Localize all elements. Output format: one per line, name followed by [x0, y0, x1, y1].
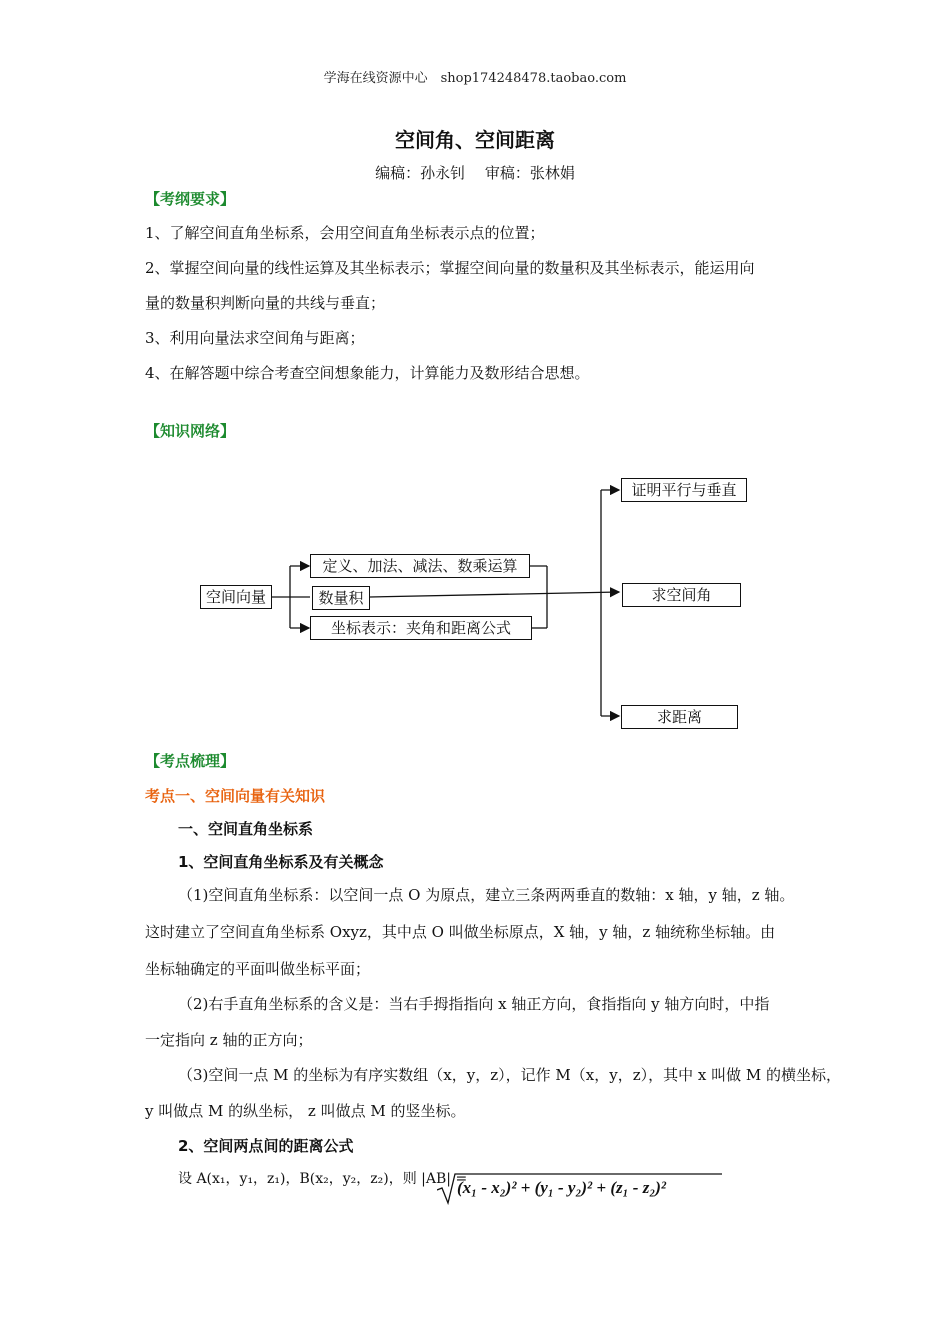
sub1-heading: 一、空间直角坐标系 [178, 820, 314, 838]
node-operations: 定义、加法、减法、数乘运算 [310, 554, 530, 578]
formula-expression: (x₁ - x₂)² + (y₁ - y₂)² + (z₁ - z₂)² [457, 1178, 666, 1197]
node-space-vector: 空间向量 [200, 585, 272, 609]
page-title: 空间角、空间距离 [395, 128, 555, 152]
page-header: 学海在线资源中心 shop174248478.taobao.com [323, 71, 627, 86]
paragraph-line: 坐标轴确定的平面叫做坐标平面； [145, 960, 371, 978]
sub1-1-heading: 1、空间直角坐标系及有关概念 [178, 853, 384, 871]
point1-heading: 考点一、空间向量有关知识 [145, 787, 326, 805]
node-coordinates: 坐标表示：夹角和距离公式 [310, 616, 532, 640]
paragraph-line: （1)空间直角坐标系：以空间一点 O 为原点，建立三条两两垂直的数轴：x 轴，y 轴，z 轴。 [178, 886, 795, 904]
sub1-2-heading: 2、空间两点间的距离公式 [178, 1137, 354, 1155]
paragraph-line: 一定指向 z 轴的正方向； [145, 1031, 313, 1049]
points-heading: 【考点梳理】 [145, 752, 236, 770]
distance-formula-prefix: 设 A(x₁，y₁，z₁)，B(x₂，y₂，z₂)，则 |AB| = [178, 1171, 468, 1187]
node-angles: 求空间角 [622, 583, 741, 607]
paragraph-line: （2)右手直角坐标系的含义是：当右手拇指指向 x 轴正方向，食指指向 y 轴方向时，中指 [178, 995, 770, 1013]
node-distance: 求距离 [621, 705, 738, 729]
network-heading: 【知识网络】 [145, 422, 236, 440]
syllabus-item: 量的数量积判断向量的共线与垂直； [145, 294, 386, 312]
syllabus-item: 2、掌握空间向量的线性运算及其坐标表示；掌握空间向量的数量积及其坐标表示，能运用向 [145, 259, 755, 277]
node-parallel-perpendicular: 证明平行与垂直 [621, 478, 747, 502]
paragraph-line: （3)空间一点 M 的坐标为有序实数组（x，y，z），记作 M（x，y，z），其中 x 叫做 M 的横坐标， [178, 1066, 841, 1084]
syllabus-item: 3、利用向量法求空间角与距离； [145, 329, 365, 347]
node-dot-product: 数量积 [312, 586, 370, 610]
authors-line: 编稿：孙永钊 审稿：张林娟 [375, 164, 575, 182]
syllabus-heading: 【考纲要求】 [145, 190, 236, 208]
syllabus-item: 1、了解空间直角坐标系，会用空间直角坐标表示点的位置； [145, 224, 545, 242]
paragraph-line: 这时建立了空间直角坐标系 Oxyz，其中点 O 叫做坐标原点，X 轴，y 轴，z 轴统称坐标轴。由 [145, 923, 776, 941]
syllabus-item: 4、在解答题中综合考查空间想象能力，计算能力及数形结合思想。 [145, 364, 590, 382]
paragraph-line: y 叫做点 M 的纵坐标， z 叫做点 M 的竖坐标。 [145, 1102, 466, 1120]
